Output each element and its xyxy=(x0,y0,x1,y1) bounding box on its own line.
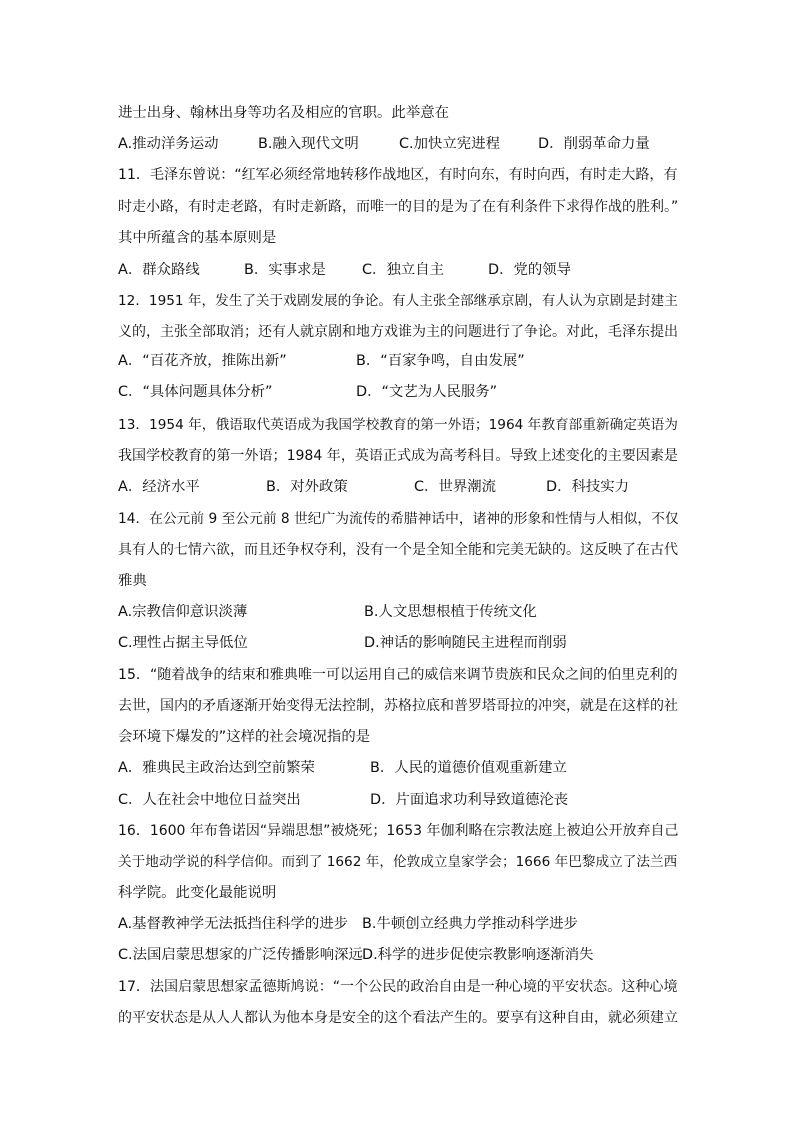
q13-option-d: D．科技实力 xyxy=(546,479,630,495)
q14-option-b: B.人文思想根植于传统文化 xyxy=(364,604,537,620)
q15-option-d: D．片面追求功利导致道德沦丧 xyxy=(370,792,569,808)
q10-option-a: A.推动洋务运动 xyxy=(118,136,219,152)
q16-option-a: A.基督教神学无法抵挡住科学的进步 xyxy=(118,916,349,932)
q14-stem-line: 雅典 xyxy=(118,573,147,589)
q16-stem-line: 关于地动学说的科学信仰。而到了 1662 年，伦敦成立皇家学会；1666 年巴黎成立了法兰西 xyxy=(118,854,678,870)
q12-stem-line: 义的，主张全部取消；还有人就京剧和地方戏谁为主的问题进行了争论。对此，毛泽东提出 xyxy=(118,324,678,340)
q14-option-a: A.宗教信仰意识淡薄 xyxy=(118,604,248,620)
q15-option-c: C．人在社会中地位日益突出 xyxy=(118,792,301,808)
q11-option-d: D．党的领导 xyxy=(488,262,572,278)
q15-stem-line: 15．“随着战争的结束和雅典唯一可以运用自己的威信来调节贵族和民众之间的伯里克利的 xyxy=(118,667,678,683)
q16-option-c: C.法国启蒙思想家的广泛传播影响深远 xyxy=(118,947,363,963)
q10-option-d: D．削弱革命力量 xyxy=(538,136,650,152)
q15-stem-line: 会环境下爆发的”这样的社会境况指的是 xyxy=(118,729,371,745)
q15-option-b: B．人民的道德价值观重新建立 xyxy=(370,760,567,776)
q13-stem-line: 我国学校教育的第一外语；1984 年，英语正式成为高考科目。导致上述变化的主要因素是 xyxy=(118,448,678,464)
q12-option-c: C．“具体问题具体分析” xyxy=(118,384,273,400)
q12-option-b: B．“百家争鸣，自由发展” xyxy=(356,353,525,369)
q11-stem-line: 11．毛泽东曾说：“红军必须经常地转移作战地区，有时向东，有时向西，有时走大路，有 xyxy=(118,167,678,183)
q16-option-b: B.牛顿创立经典力学推动科学进步 xyxy=(362,916,578,932)
q16-option-d: D.科学的进步促使宗教影响逐渐消失 xyxy=(362,947,594,963)
q11-option-a: A．群众路线 xyxy=(118,262,200,278)
q10-stem-tail: 进士出身、翰林出身等功名及相应的官职。此举意在 xyxy=(118,105,449,121)
q15-stem-line: 去世，国内的矛盾逐渐开始变得无法控制，苏格拉底和普罗塔哥拉的冲突，就是在这样的社 xyxy=(118,698,678,714)
q10-option-b: B.融入现代文明 xyxy=(258,136,359,152)
q15-option-a: A．雅典民主政治达到空前繁荣 xyxy=(118,760,315,776)
q10-option-c: C.加快立宪进程 xyxy=(399,136,500,152)
q16-stem-line: 16．1600 年布鲁诺因“异端思想”被烧死；1653 年伽利略在宗教法庭上被迫公开放弃自己 xyxy=(118,823,679,839)
q17-stem-line: 17．法国启蒙思想家孟德斯鸠说：“一个公民的政治自由是一种心境的平安状态。这种心境 xyxy=(118,979,678,995)
q14-option-c: C.理性占据主导低位 xyxy=(118,635,248,651)
q11-stem-line: 时走小路，有时走老路，有时走新路，而唯一的目的是为了在有利条件下求得作战的胜利。” xyxy=(118,199,679,215)
q12-option-a: A．“百花齐放，推陈出新” xyxy=(118,353,287,369)
q17-stem-line: 的平安状态是从人人都认为他本身是安全的这个看法产生的。要享有这种自由，就必须建立 xyxy=(118,1010,678,1026)
q13-option-a: A．经济水平 xyxy=(118,479,200,495)
q14-stem-line: 14．在公元前 9 至公元前 8 世纪广为流传的希腊神话中，诸神的形象和性情与人相似，不仅 xyxy=(118,511,679,527)
q14-stem-line: 具有人的七情六欲，而且还争权夺利，没有一个是全知全能和完美无缺的。这反映了在古代 xyxy=(118,542,678,558)
q11-stem-line: 其中所蕴含的基本原则是 xyxy=(118,230,277,246)
q12-option-d: D．“文艺为人民服务” xyxy=(356,384,498,400)
q16-stem-line: 科学院。此变化最能说明 xyxy=(118,885,277,901)
q12-stem-line: 12．1951 年，发生了关于戏剧发展的争论。有人主张全部继承京剧，有人认为京剧是封建主 xyxy=(118,293,678,309)
q11-option-b: B．实事求是 xyxy=(244,262,326,278)
q11-option-c: C．独立自主 xyxy=(362,262,445,278)
q13-option-b: B．对外政策 xyxy=(266,479,348,495)
q13-stem-line: 13．1954 年，俄语取代英语成为我国学校教育的第一外语；1964 年教育部重新确定英语为 xyxy=(118,417,678,433)
q13-option-c: C．世界潮流 xyxy=(414,479,497,495)
q14-option-d: D.神话的影响随民主进程而削弱 xyxy=(364,635,567,651)
